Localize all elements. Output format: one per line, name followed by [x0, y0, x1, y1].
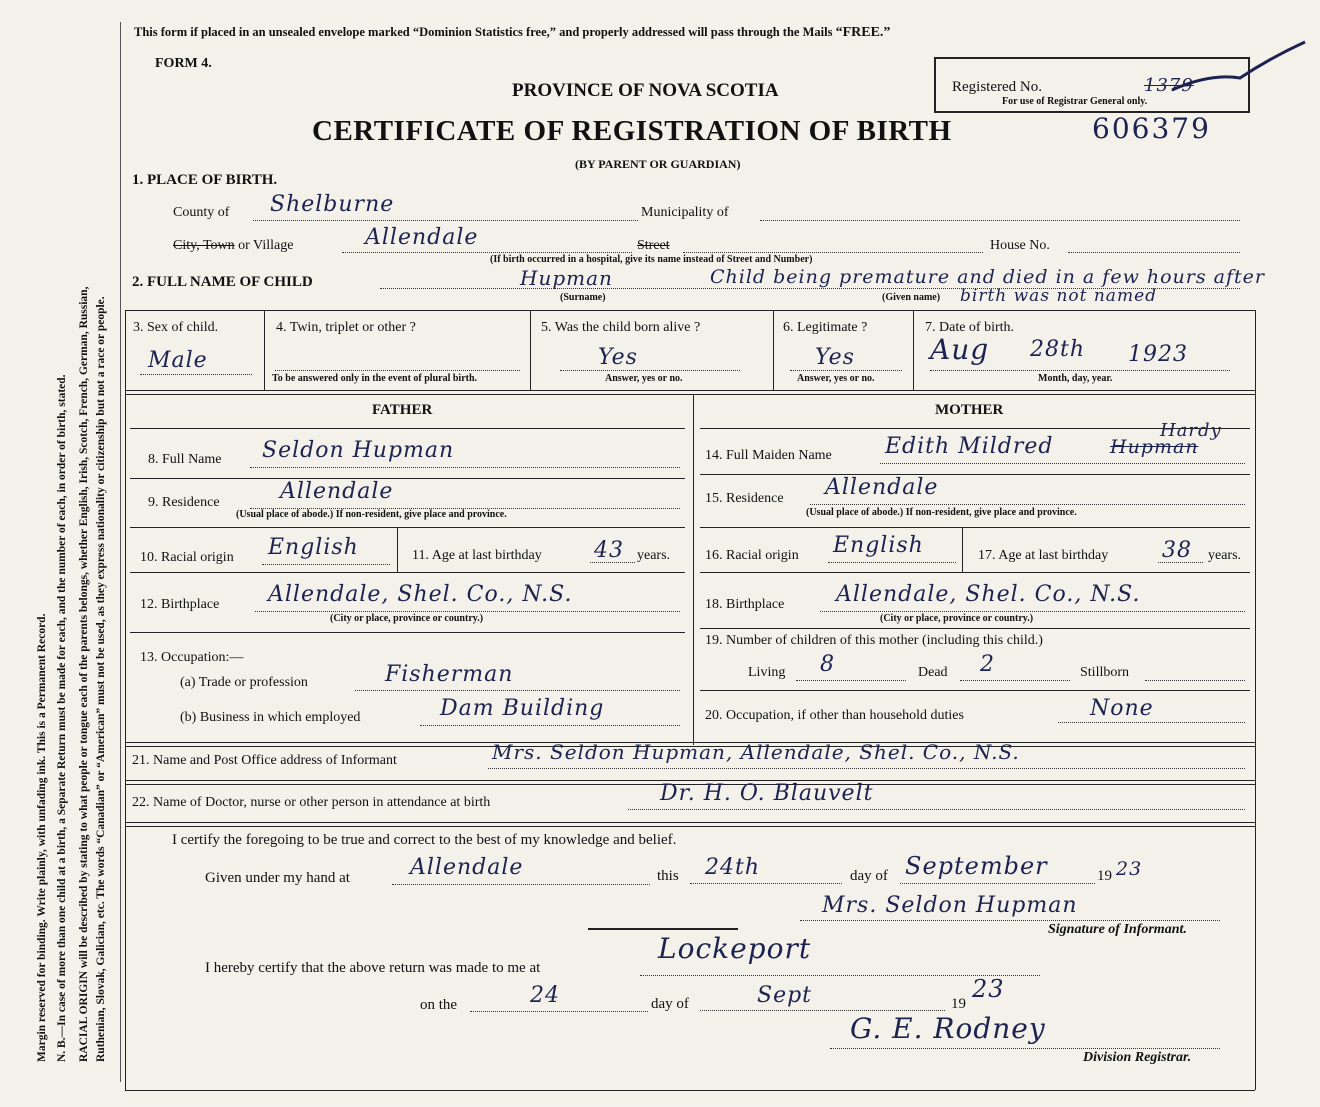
child-surname-value: Hupman	[520, 266, 613, 290]
mother-age-value: 38	[1162, 538, 1192, 563]
municipality-label: Municipality of	[641, 205, 729, 220]
year-value: 23	[1116, 858, 1143, 880]
mother-children-label: 19. Number of children of this mother (including this child.)	[705, 633, 1043, 648]
registrar-signature-label: Division Registrar.	[1083, 1050, 1192, 1065]
subtitle: (BY PARENT OR GUARDIAN)	[575, 157, 741, 171]
father-trade-value: Fisherman	[385, 662, 514, 687]
registrar-day-value: 24	[530, 983, 560, 1008]
given-place-value: Allendale	[410, 855, 524, 880]
mother-living-value: 8	[820, 652, 835, 677]
mother-name-above: Hardy	[1160, 420, 1222, 441]
alive-label: 5. Was the child born alive ?	[541, 320, 701, 335]
father-heading: FATHER	[372, 402, 433, 418]
father-years: years.	[637, 548, 671, 563]
father-age-value: 43	[594, 538, 624, 563]
dob-label: 7. Date of birth.	[925, 320, 1015, 335]
twin-label: 4. Twin, triplet or other ?	[276, 320, 416, 335]
street-label: Street	[637, 238, 670, 253]
mother-occupation-value: None	[1090, 696, 1154, 721]
given-label: Given under my hand at	[205, 870, 350, 886]
mother-residence-value: Allendale	[825, 475, 939, 500]
dayof-label: day of	[850, 868, 888, 884]
certify-statement: I certify the foregoing to be true and correct to the best of my knowledge and belief.	[172, 832, 677, 848]
page-title: CERTIFICATE OF REGISTRATION OF BIRTH	[312, 115, 952, 147]
dob-month-value: Aug	[930, 333, 990, 366]
father-trade-label: (a) Trade or profession	[180, 675, 308, 690]
place-heading: 1. PLACE OF BIRTH.	[132, 172, 278, 188]
mother-occupation-label: 20. Occupation, if other than household duties	[705, 708, 964, 723]
dob-day-value: 28th	[1030, 337, 1086, 362]
doctor-label: 22. Name of Doctor, nurse or other person in attendance at birth	[132, 795, 491, 810]
father-birthplace-note: (City or place, province or country.)	[330, 613, 484, 624]
mother-birthplace-label: 18. Birthplace	[705, 597, 785, 612]
margin-note-4: Ruthenian, Slovak, Galician, etc. The words “Canadian” or “American” must not be used, as they express nationality or citizenship but not a race or people.	[95, 296, 107, 1062]
province-heading: PROVINCE OF NOVA SCOTIA	[512, 80, 779, 101]
alive-value: Yes	[598, 345, 638, 370]
informant-value: Mrs. Seldon Hupman, Allendale, Shel. Co., N.S.	[492, 740, 1020, 764]
mother-name-value: Edith Mildred	[885, 434, 1054, 459]
child-given-value-1: Child being premature and died in a few hours after	[710, 266, 1265, 288]
registrar-month-value: Sept	[757, 983, 813, 1008]
mother-dead-label: Dead	[918, 665, 948, 680]
this-label: this	[657, 868, 679, 884]
mother-age-label: 17. Age at last birthday	[978, 548, 1109, 563]
legit-value: Yes	[815, 345, 855, 370]
legit-label: 6. Legitimate ?	[783, 320, 868, 335]
legit-note: Answer, yes or no.	[797, 373, 875, 384]
registrar-year-value: 23	[972, 975, 1005, 1003]
onthe-label: on the	[420, 997, 458, 1013]
informant-label: 21. Name and Post Office address of Informant	[132, 753, 397, 768]
mail-note: This form if placed in an unsealed envelope marked “Dominion Statistics free,” and properly addressed will pass through the Mails “FREE.”	[134, 25, 891, 40]
doctor-value: Dr. H. O. Blauvelt	[660, 781, 874, 806]
child-name-label: 2. FULL NAME OF CHILD	[132, 274, 313, 290]
registrar-year-prefix: 19	[951, 996, 966, 1012]
dob-year-value: 1923	[1128, 342, 1188, 367]
sex-value: Male	[148, 348, 208, 373]
pen-stroke-icon	[1170, 38, 1310, 108]
father-business-value: Dam Building	[440, 696, 605, 721]
mother-residence-note: (Usual place of abode.) If non-resident, give place and province.	[806, 507, 1077, 518]
margin-note-3: RACIAL ORIGIN will be described by stating to what people or tongue each of the parents belongs, whether English, Irish, Scotch, French, German, Russian,	[78, 286, 90, 1062]
registrar-signature: G. E. Rodney	[850, 1012, 1046, 1045]
registered-label: Registered No.	[952, 79, 1042, 95]
mother-racial-label: 16. Racial origin	[705, 548, 799, 563]
surname-note: (Surname)	[560, 292, 606, 303]
father-birthplace-label: 12. Birthplace	[140, 597, 220, 612]
mother-name-struck: Hupman	[1110, 436, 1199, 458]
mother-heading: MOTHER	[935, 402, 1004, 418]
father-name-value: Seldon Hupman	[262, 438, 455, 463]
handwritten-number: 606379	[1092, 112, 1211, 145]
father-residence-value: Allendale	[280, 479, 394, 504]
this-value: 24th	[705, 855, 761, 880]
mother-racial-value: English	[833, 533, 924, 558]
registrar-place-value: Lockeport	[658, 932, 812, 965]
mother-stillborn-label: Stillborn	[1080, 665, 1130, 680]
village-value: Allendale	[365, 225, 479, 250]
county-value: Shelburne	[270, 192, 395, 217]
month-value: September	[905, 852, 1048, 880]
given-note: (Given name)	[882, 292, 941, 303]
city-town-label: City, Town or Village	[173, 238, 294, 253]
mother-birthplace-note: (City or place, province or country.)	[880, 613, 1034, 624]
father-residence-note: (Usual place of abode.) If non-resident, give place and province.	[236, 509, 507, 520]
father-occupation-label: 13. Occupation:—	[140, 650, 244, 665]
year-prefix: 19	[1097, 868, 1112, 884]
registered-note: For use of Registrar General only.	[1002, 96, 1148, 107]
father-name-label: 8. Full Name	[148, 452, 222, 467]
form-number: FORM 4.	[155, 56, 212, 71]
informant-signature: Mrs. Seldon Hupman	[822, 893, 1078, 918]
margin-rule	[120, 22, 121, 1082]
father-business-label: (b) Business in which employed	[180, 710, 361, 725]
registered-number: 1379	[1144, 75, 1194, 96]
child-given-value-2: birth was not named	[960, 286, 1158, 306]
margin-note-2: N. B.—In case of more than one child at a birth, a Separate Return must be made for each, and the number of each, in order of birth, stated.	[56, 374, 68, 1062]
dob-note: Month, day, year.	[1038, 373, 1113, 384]
mother-living-label: Living	[748, 665, 786, 680]
sex-label: 3. Sex of child.	[133, 320, 219, 335]
father-age-label: 11. Age at last birthday	[412, 548, 542, 563]
signature-label: Signature of Informant.	[1048, 922, 1187, 937]
alive-note: Answer, yes or no.	[605, 373, 683, 384]
father-birthplace-value: Allendale, Shel. Co., N.S.	[268, 582, 573, 607]
father-racial-label: 10. Racial origin	[140, 550, 234, 565]
mother-years: years.	[1208, 548, 1242, 563]
county-label: County of	[173, 205, 230, 220]
twin-note: To be answered only in the event of plural birth.	[272, 373, 478, 384]
registrar-statement: I hereby certify that the above return was made to me at	[205, 960, 541, 976]
father-residence-label: 9. Residence	[148, 495, 220, 510]
mother-birthplace-value: Allendale, Shel. Co., N.S.	[836, 582, 1141, 607]
mother-residence-label: 15. Residence	[705, 491, 784, 506]
hospital-note: (If birth occurred in a hospital, give its name instead of Street and Number)	[490, 254, 813, 265]
mother-dead-value: 2	[980, 652, 995, 677]
margin-notes	[0, 0, 120, 1107]
margin-note-1: Margin reserved for binding. Write plainly, with unfading ink. This is a Permanent Record.	[36, 613, 48, 1062]
registrar-dayof-label: day of	[651, 996, 689, 1012]
house-label: House No.	[990, 238, 1050, 253]
father-racial-value: English	[268, 535, 359, 560]
mother-name-label: 14. Full Maiden Name	[705, 448, 832, 463]
